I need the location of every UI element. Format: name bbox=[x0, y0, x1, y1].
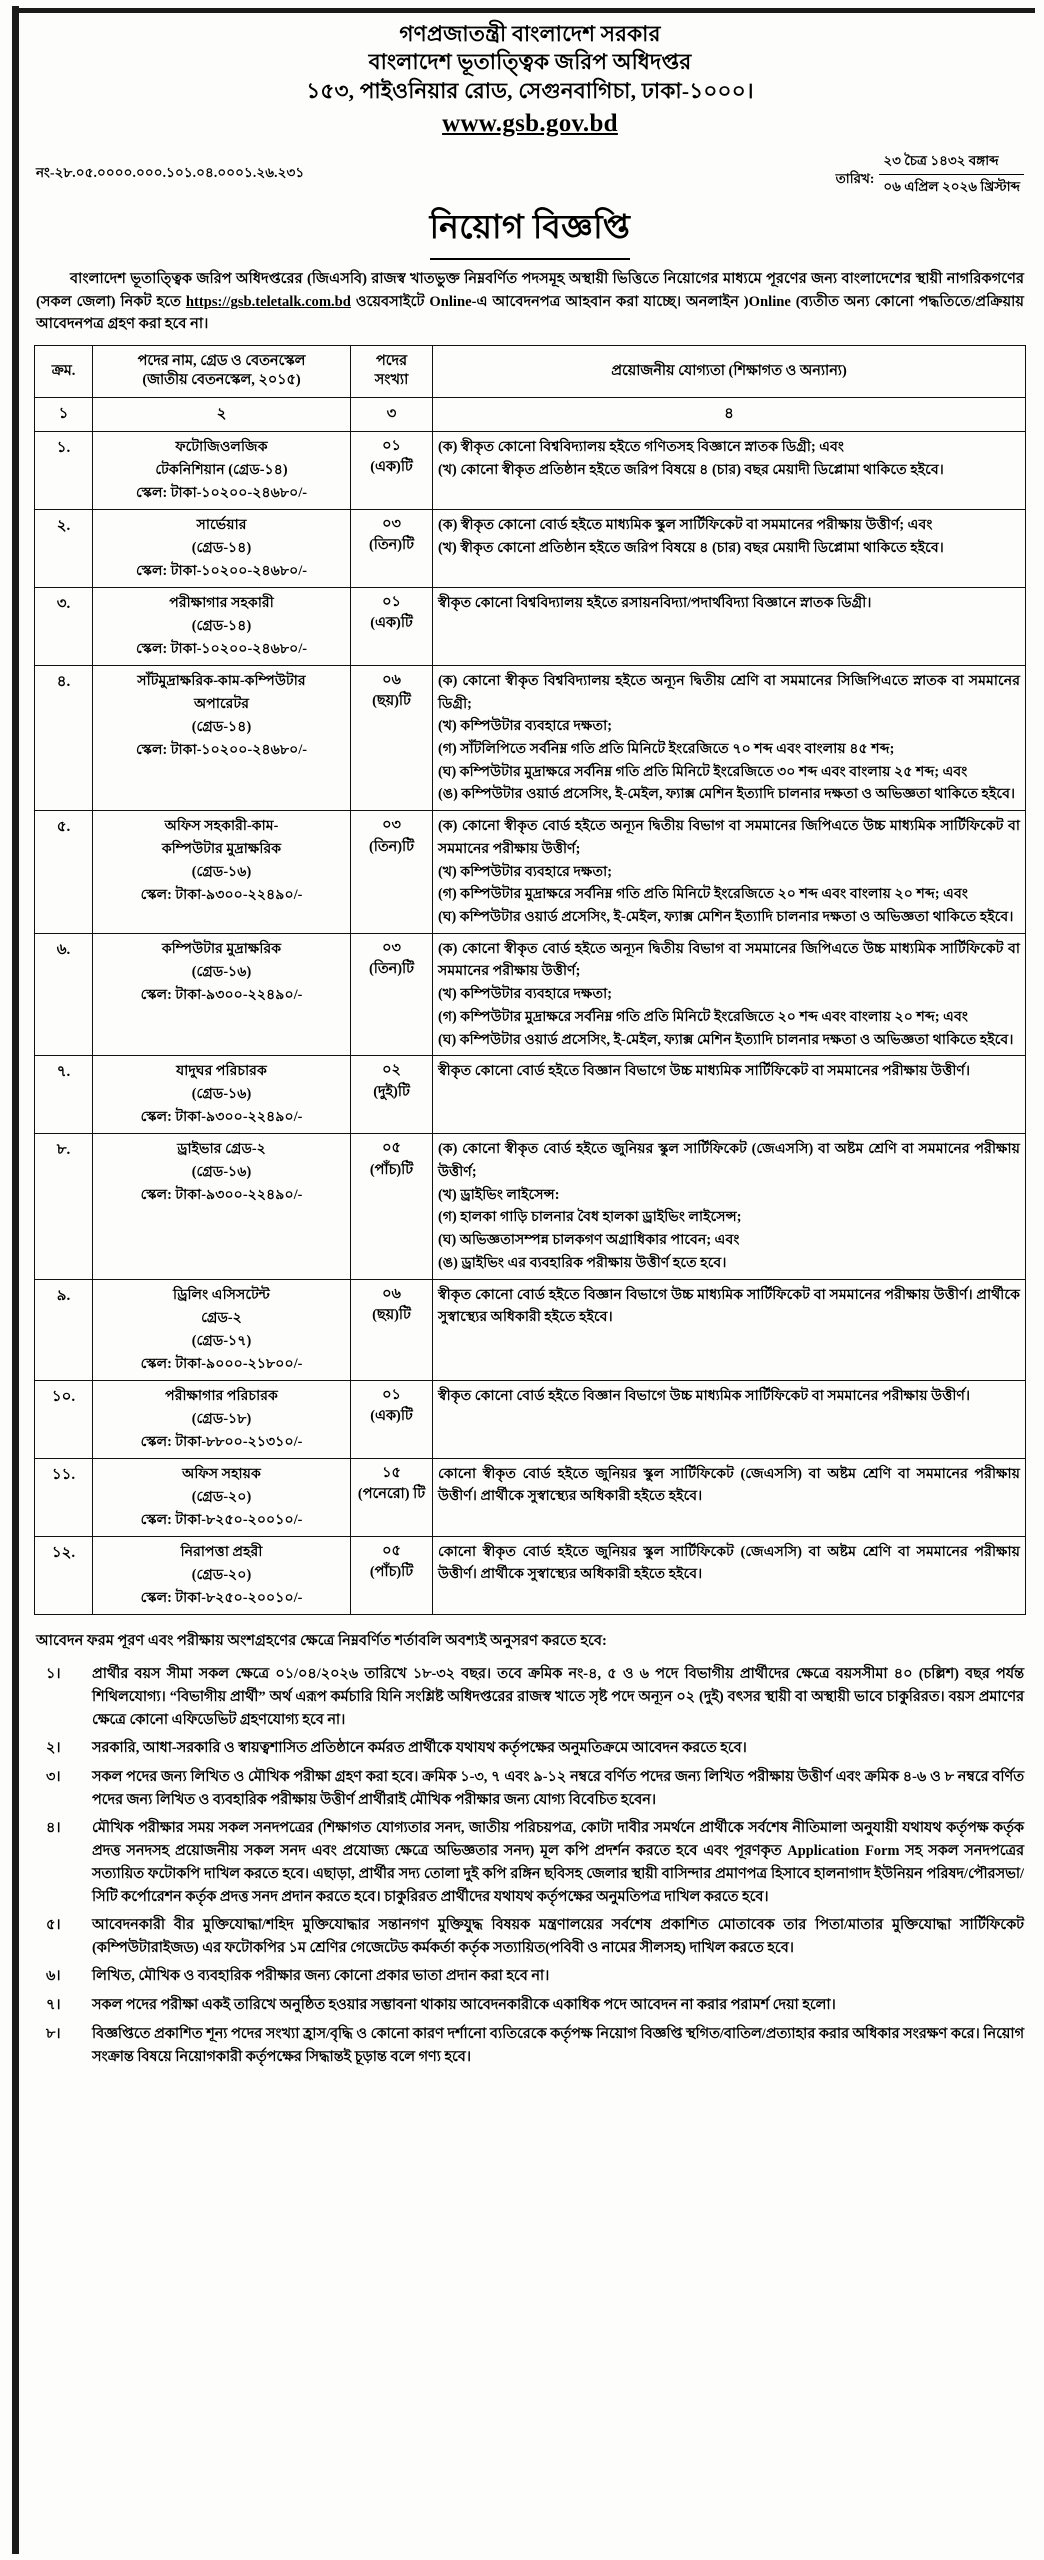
document-content bbox=[34, 6, 1026, 2069]
website-link[interactable]: www.gsb.gov.bd bbox=[442, 110, 618, 138]
cell-vacancy-count bbox=[351, 431, 433, 509]
post-line: সাঁটমুদ্রাক্ষরিক-কাম-কম্পিউটার bbox=[137, 672, 306, 689]
cell-serial: ৯. bbox=[35, 1279, 93, 1380]
cell-qualification bbox=[433, 1279, 1026, 1380]
post-line: পরীক্ষাগার পরিচারক bbox=[165, 1387, 278, 1404]
col-number-1: ১ bbox=[35, 397, 93, 431]
cell-vacancy-count bbox=[351, 933, 433, 1056]
condition-number: ৪। bbox=[46, 1819, 61, 1836]
online-word-2: Online bbox=[748, 293, 791, 310]
cell-vacancy-count bbox=[351, 665, 433, 810]
condition-item bbox=[36, 2023, 1024, 2069]
cell-qualification bbox=[433, 431, 1026, 509]
condition-text: বিজ্ঞপ্তিতে প্রকাশিত শূন্য পদের সংখ্যা হ্রাস/বৃদ্ধি ও কোনো কারণ দর্শানো ব্যতিরেকে কর্তৃপক্ষ নিয়োগ বিজ্ঞপ্তি স্থগিত/বাতিল/প্রত্যাহার করার অধিকার সংরক্ষণ করে। নিয়োগ সংক্রান্ত বিষয়ে নিয়োগকারী কর্তৃপক্ষের সিদ্ধান্তই চূড়ান্ত বলে গণ্য হবে। bbox=[92, 2026, 1024, 2066]
page-title-text: নিয়োগ বিজ্ঞপ্তি bbox=[430, 201, 631, 260]
cell-serial: ৮. bbox=[35, 1134, 93, 1279]
post-line: স্কেল: টাকা-১০২০০-২৪৬৮০/- bbox=[135, 741, 307, 758]
qualification-item: (ঘ) কম্পিউটার ওয়ার্ড প্রসেসিং, ই-মেইল, ফ্যাক্স মেশিন ইত্যাদি চালনার দক্ষতা ও অভিজ্ঞতা থাকিতে হইবে। bbox=[438, 909, 1014, 926]
table-row bbox=[35, 1134, 1026, 1279]
cell-qualification bbox=[433, 509, 1026, 587]
cell-vacancy-count bbox=[351, 1134, 433, 1279]
condition-text: সকল পদের জন্য লিখিত ও মৌখিক পরীক্ষা গ্রহণ করা হবে। ক্রমিক ১-৩, ৭ এবং ৯-১২ নম্বরে বর্ণিত পদের জন্য লিখিত পরীক্ষায় উত্তীর্ণ এবং ক্রমিক ৪-৬ ও ৮ নম্বরে বর্ণিত পদের জন্য লিখিত ও ব্যবহারিক পরীক্ষায় উত্তীর্ণ প্রার্থীরাই মৌখিক পরীক্ষার জন্য যোগ্য বিবেচিত হবেন। bbox=[92, 1768, 1024, 1808]
post-line: (গ্রেড-১৮) bbox=[191, 1410, 252, 1427]
intro-text-part1: বাংলাদেশ ভূতাত্ত্বিক জরিপ অধিদপ্তরের (জিএসবি) রাজস্ব খাতভুক্ত নিম্নবর্ণিত পদসমূহ অস্থায়ী ভিত্তিতে নিয়োগের মাধ্যমে পূরণের জন্য বাংলাদেশের স্থায়ী নাগরিকগণের (সকল জেলা) নিকট হতে bbox=[36, 271, 1024, 310]
col-header-post bbox=[93, 345, 351, 397]
post-line: (গ্রেড-২০) bbox=[191, 1566, 252, 1583]
col-header-serial: ক্রম. bbox=[35, 345, 93, 397]
table-row bbox=[35, 1056, 1026, 1134]
date-label: তারিখ: bbox=[835, 171, 875, 187]
condition-text: মৌখিক পরীক্ষার সময় সকল সনদপত্রের (শিক্ষাগত যোগ্যতার সনদ, জাতীয় পরিচয়পত্র, কোটা দাবীর সমর্থনে প্রার্থীকে সর্বশেষ নীতিমালা অনুযায়ী যথাযথ কর্তৃপক্ষ কর্তৃক প্রদত্ত সনদসহ প্রয়োজনীয় সকল সনদ এবং প্রযোজ্য ক্ষেত্রে অভিজ্ঞতার সনদ) মূল কপি প্রদর্শন করতে হবে এবং পূরণকৃত Application Form সহ সকল সনদপত্রের সত্যায়িত ফটোকপি দাখিল করতে হবে। এছাড়া, প্রার্থীর সদ্য তোলা দুই কপি রঙ্গিন ছবিসহ জেলার স্থায়ী বাসিন্দার প্রমাণপত্র হিসাবে হালনাগাদ ইউনিয়ন পরিষদ/পৌরসভা/সিটি কর্পোরেশন কর্তৃক প্রদত্ত সনদ প্রদান করতে হবে। চাকুরিরত প্রার্থীদের যথাযথ কর্তৃপক্ষের অনুমতিপত্র দাখিল করতে হবে। bbox=[92, 1819, 1024, 1905]
government-name: গণপ্রজাতন্ত্রী বাংলাদেশ সরকার bbox=[399, 22, 661, 46]
condition-number: ৬। bbox=[46, 1968, 61, 1985]
qualification-item: (ক) কোনো স্বীকৃত বিশ্ববিদ্যালয় হইতে অন্যূন দ্বিতীয় শ্রেণি বা সমমানের সিজিপিএতে স্নাতক বা সমমানের ডিগ্রী; bbox=[438, 672, 1020, 712]
date-values bbox=[879, 150, 1024, 199]
date-bangla: ২৩ চৈত্র ১৪৩২ বঙ্গাব্দ bbox=[879, 150, 1024, 175]
table-header-row bbox=[35, 345, 1026, 397]
condition-text: প্রার্থীর বয়স সীমা সকল ক্ষেত্রে ০১/০৪/২০২৬ তারিখে ১৮-৩২ বছর। তবে ক্রমিক নং-৪, ৫ ও ৬ পদে বিভাগীয় প্রার্থীদের ক্ষেত্রে বয়সসীমা ৪০ (চল্লিশ) বছর পর্যন্ত শিথিলযোগ্য। “বিভাগীয় প্রার্থী” অর্থ এরূপ কর্মচারি যিনি সংশ্লিষ্ট অধিদপ্তরের রাজস্ব খাতে সৃষ্ট পদে অন্যূন ০২ (দুই) বৎসর স্থায়ী বা অস্থায়ী ভাবে চাকুরিরত। বয়স প্রমাণের ক্ষেত্রে কোনো এফিডেভিট গ্রহণযোগ্য হবে না। bbox=[92, 1665, 1024, 1728]
condition-text: আবেদনকারী বীর মুক্তিযোদ্ধা/শহিদ মুক্তিযোদ্ধার সন্তানগণ মুক্তিযুদ্ধ বিষয়ক মন্ত্রণালয়ের সর্বশেষ প্রকাশিত মোতাবেক তার পিতা/মাতার মুক্তিযোদ্ধা সার্টিফিকেট (কম্পিউটারাইজড) এর ফটোকপির ১ম শ্রেণির গেজেটেড কর্মকর্তা কর্তৃক সত্যায়িত(পবিবী ও নামের সীলসহ) দাখিল করতে হবে। bbox=[92, 1916, 1024, 1956]
cell-serial: ৬. bbox=[35, 933, 93, 1056]
vacancy-count-word: (দুই)টি bbox=[373, 1083, 410, 1100]
post-line: ফটোজিওলজিক bbox=[175, 438, 268, 455]
cell-vacancy-count bbox=[351, 1279, 433, 1380]
qualification-item: (ক) কোনো স্বীকৃত বোর্ড হইতে জুনিয়র স্কুল সার্টিফিকেট (জেএসসি) বা অষ্টম শ্রেণি বা সমমানের পরীক্ষায় উত্তীর্ণ; bbox=[438, 1141, 1020, 1181]
cell-post-name bbox=[93, 1380, 351, 1458]
qualification-item: (ঙ) ড্রাইভিং এর ব্যবহারিক পরীক্ষায় উত্তীর্ণ হতে হবে। bbox=[438, 1254, 727, 1271]
cell-qualification bbox=[433, 1056, 1026, 1134]
vacancy-count-number: ০১ bbox=[382, 593, 401, 610]
qualification-item: (খ) স্বীকৃত কোনো প্রতিষ্ঠান হইতে জরিপ বিষয়ে ৪ (চার) বছর মেয়াদী ডিপ্লোমা থাকিতে হইবে। bbox=[438, 539, 944, 556]
date-english: ০৬ এপ্রিল ২০২৬ খ্রিস্টাব্দ bbox=[883, 179, 1020, 195]
vacancy-count-word: (পনেরো) টি bbox=[357, 1486, 426, 1503]
vacancy-count-number: ০৬ bbox=[382, 671, 401, 688]
post-line: (গ্রেড-২০) bbox=[191, 1488, 252, 1505]
condition-item bbox=[36, 1663, 1024, 1732]
post-line: স্কেল: টাকা-১০২০০-২৪৬৮০/- bbox=[135, 484, 307, 501]
page-title bbox=[34, 201, 1026, 260]
vacancy-count-word: (এক)টি bbox=[370, 459, 413, 476]
cell-qualification bbox=[433, 1458, 1026, 1536]
col-number-3: ৩ bbox=[351, 397, 433, 431]
table-column-number-row bbox=[35, 397, 1026, 431]
qualification-item: কোনো স্বীকৃত বোর্ড হইতে জুনিয়র স্কুল সার্টিফিকেট (জেএসসি) বা অষ্টম শ্রেণি বা সমমানের পরীক্ষায় উত্তীর্ণ। প্রার্থীকে সুস্বাস্থ্যের অধিকারী হইতে হইবে। bbox=[438, 1465, 1020, 1505]
intro-text-part3: -এ আবেদনপত্র আহবান করা যাচ্ছে। অনলাইন ) bbox=[471, 293, 749, 310]
qualification-item: (ঘ) অভিজ্ঞতাসম্পন্ন চালকগণ অগ্রাধিকার পাবেন; এবং bbox=[438, 1232, 740, 1249]
post-line: স্কেল: টাকা-৮৮০০-২১৩১০/- bbox=[140, 1433, 303, 1450]
col-number-4: ৪ bbox=[433, 397, 1026, 431]
qualification-item: স্বীকৃত কোনো বোর্ড হইতে বিজ্ঞান বিভাগে উচ্চ মাধ্যমিক সার্টিফিকেট বা সমমানের পরীক্ষায় উত্তীর্ণ। প্রার্থীকে সুস্বাস্থ্যের অধিকারী হইতে হইবে। bbox=[438, 1286, 1020, 1326]
table-row bbox=[35, 933, 1026, 1056]
condition-item bbox=[36, 1914, 1024, 1960]
post-line: (গ্রেড-১৪) bbox=[191, 617, 252, 634]
qualification-item: স্বীকৃত কোনো বোর্ড হইতে বিজ্ঞান বিভাগে উচ্চ মাধ্যমিক সার্টিফিকেট বা সমমানের পরীক্ষায় উত্তীর্ণ। bbox=[438, 1387, 971, 1404]
condition-number: ৭। bbox=[46, 1997, 61, 2014]
post-line: অফিস সহকারী-কাম- bbox=[164, 818, 279, 835]
condition-number: ৩। bbox=[46, 1768, 61, 1785]
cell-vacancy-count bbox=[351, 811, 433, 934]
qualification-item: (গ) কম্পিউটার মুদ্রাক্ষরে সর্বনিম্ন গতি প্রতি মিনিটে ইংরেজিতে ২০ শব্দ এবং বাংলায় ২০ শব্দ; এবং bbox=[438, 886, 968, 903]
vacancy-count-number: ০১ bbox=[382, 437, 401, 454]
post-line: স্কেল: টাকা-৮২৫০-২০০১০/- bbox=[140, 1589, 303, 1606]
vacancy-count-number: ০২ bbox=[382, 1062, 401, 1079]
qualification-item: (গ) সাঁটলিপিতে সর্বনিম্ন গতি প্রতি মিনিটে ইংরেজিতে ৭০ শব্দ এবং বাংলায় ৪৫ শব্দ; bbox=[438, 740, 895, 757]
qualification-item: স্বীকৃত কোনো বিশ্ববিদ্যালয় হইতে রসায়নবিদ্যা/পদার্থবিদ্যা বিজ্ঞানে স্নাতক ডিগ্রী। bbox=[438, 594, 872, 611]
application-url-link[interactable]: https://gsb.teletalk.com.bd bbox=[185, 293, 351, 310]
cell-qualification bbox=[433, 1380, 1026, 1458]
cell-qualification bbox=[433, 587, 1026, 665]
qualification-item: (ক) কোনো স্বীকৃত বোর্ড হইতে অন্যূন দ্বিতীয় বিভাগ বা সমমানের জিপিএতে উচ্চ মাধ্যমিক সার্টিফিকেট বা সমমানের পরীক্ষায় উত্তীর্ণ; bbox=[438, 940, 1020, 980]
condition-number: ৫। bbox=[46, 1916, 61, 1933]
post-line: অপারেটর bbox=[193, 695, 250, 712]
post-line: (গ্রেড-১৬) bbox=[191, 1164, 252, 1181]
post-line: স্কেল: টাকা-৯৩০০-২২৪৯০/- bbox=[140, 1109, 303, 1126]
cell-serial: ১১. bbox=[35, 1458, 93, 1536]
condition-text: সকল পদের পরীক্ষা একই তারিখে অনুষ্ঠিত হওয়ার সম্ভাবনা থাকায় আবেদনকারীকে একাধিক পদে আবেদন না করার পরামর্শ দেয়া হলো। bbox=[92, 1997, 836, 2014]
table-row bbox=[35, 665, 1026, 810]
conditions-list bbox=[34, 1663, 1026, 2070]
memo-and-date-row bbox=[34, 150, 1026, 199]
post-line: (গ্রেড-১৬) bbox=[191, 963, 252, 980]
post-line: (গ্রেড-১৭) bbox=[191, 1332, 252, 1349]
vacancy-count-number: ১৫ bbox=[382, 1464, 401, 1481]
office-address: ১৫৩, পাইওনিয়ার রোড, সেগুনবাগিচা, ঢাকা-১০০০। bbox=[306, 78, 754, 103]
post-line: স্কেল: টাকা-৯৩০০-২২৪৯০/- bbox=[140, 986, 303, 1003]
post-line: (গ্রেড-১৪) bbox=[191, 539, 252, 556]
cell-post-name bbox=[93, 933, 351, 1056]
cell-serial: ৪. bbox=[35, 665, 93, 810]
post-line: গ্রেড-২ bbox=[201, 1309, 242, 1326]
qualification-item: কোনো স্বীকৃত বোর্ড হইতে জুনিয়র স্কুল সার্টিফিকেট (জেএসসি) বা অষ্টম শ্রেণি বা সমমানের পরীক্ষায় উত্তীর্ণ। প্রার্থীকে সুস্বাস্থ্যের অধিকারী হইতে হইবে। bbox=[438, 1543, 1020, 1583]
cell-post-name bbox=[93, 1279, 351, 1380]
cell-post-name bbox=[93, 665, 351, 810]
condition-item bbox=[36, 1994, 1024, 2018]
cell-post-name bbox=[93, 587, 351, 665]
post-line: (গ্রেড-১৬) bbox=[191, 1086, 252, 1103]
cell-serial: ৩. bbox=[35, 587, 93, 665]
cell-vacancy-count bbox=[351, 1380, 433, 1458]
cell-post-name bbox=[93, 1134, 351, 1279]
vacancy-count-word: (পাঁচ)টি bbox=[369, 1564, 414, 1581]
post-line: সার্ভেয়ার bbox=[196, 516, 247, 533]
vacancy-count-number: ০৩ bbox=[382, 939, 401, 956]
conditions-heading: আবেদন ফরম পূরণ এবং পরীক্ষায় অংশগ্রহণের ক্ষেত্রে নিম্নবর্ণিত শর্তাবলি অবশ্যই অনুসরণ করতে হবে: bbox=[36, 1632, 607, 1649]
cell-serial: ৭. bbox=[35, 1056, 93, 1134]
cell-qualification bbox=[433, 665, 1026, 810]
cell-post-name bbox=[93, 1056, 351, 1134]
table-row bbox=[35, 1279, 1026, 1380]
vacancy-count-word: (ছয়)টি bbox=[372, 693, 411, 710]
online-word-1: Online bbox=[429, 293, 472, 310]
table-row bbox=[35, 1536, 1026, 1614]
qualification-item: (খ) কম্পিউটার ব্যবহারে দক্ষতা; bbox=[438, 986, 612, 1003]
vacancy-count-word: (এক)টি bbox=[370, 615, 413, 632]
condition-number: ২। bbox=[46, 1739, 61, 1756]
col-header-count-line2: সংখ্যা bbox=[374, 372, 409, 389]
qualification-item: (খ) কম্পিউটার ব্যবহারে দক্ষতা; bbox=[438, 863, 612, 880]
vacancy-count-number: ০৩ bbox=[382, 515, 401, 532]
letterhead bbox=[34, 6, 1026, 140]
vacancy-count-word: (তিন)টি bbox=[368, 838, 415, 855]
vacancy-count-word: (পাঁচ)টি bbox=[369, 1161, 414, 1178]
vacancy-count-number: ০১ bbox=[382, 1386, 401, 1403]
condition-item bbox=[36, 1965, 1024, 1989]
qualification-item: স্বীকৃত কোনো বোর্ড হইতে বিজ্ঞান বিভাগে উচ্চ মাধ্যমিক সার্টিফিকেট বা সমমানের পরীক্ষায় উত্তীর্ণ। bbox=[438, 1063, 971, 1080]
qualification-item: (ক) স্বীকৃত কোনো বিশ্ববিদ্যালয় হইতে গণিতসহ বিজ্ঞানে স্নাতক ডিগ্রী; এবং bbox=[438, 438, 845, 455]
condition-item bbox=[36, 1817, 1024, 1909]
cell-qualification bbox=[433, 811, 1026, 934]
qualification-item: (খ) ড্রাইভিং লাইসেন্স: bbox=[438, 1186, 560, 1203]
vacancy-count-word: (তিন)টি bbox=[368, 537, 415, 554]
table-row bbox=[35, 811, 1026, 934]
condition-text: লিখিত, মৌখিক ও ব্যবহারিক পরীক্ষার জন্য কোনো প্রকার ভাতা প্রদান করা হবে না। bbox=[92, 1968, 550, 1985]
post-line: টেকনিশিয়ান (গ্রেড-১৪) bbox=[155, 461, 288, 478]
table-row bbox=[35, 1458, 1026, 1536]
condition-number: ১। bbox=[46, 1665, 61, 1682]
cell-qualification bbox=[433, 1134, 1026, 1279]
intro-text-part2: ওয়েবসাইটে bbox=[350, 293, 430, 310]
cell-vacancy-count bbox=[351, 1056, 433, 1134]
post-line: স্কেল: টাকা-৯৩০০-২২৪৯০/- bbox=[140, 887, 303, 904]
post-line: (গ্রেড-১৪) bbox=[191, 718, 252, 735]
condition-item bbox=[36, 1766, 1024, 1812]
cell-serial: ২. bbox=[35, 509, 93, 587]
table-row bbox=[35, 587, 1026, 665]
vacancy-count-word: (এক)টি bbox=[370, 1408, 413, 1425]
qualification-item: (খ) কম্পিউটার ব্যবহারে দক্ষতা; bbox=[438, 718, 612, 735]
post-line: স্কেল: টাকা-১০২০০-২৪৬৮০/- bbox=[135, 562, 307, 579]
vacancy-table-body bbox=[35, 431, 1026, 1614]
qualification-item: (ক) স্বীকৃত কোনো বোর্ড হইতে মাধ্যমিক স্কুল সার্টিফিকেট বা সমমানের পরীক্ষায় উত্তীর্ণ; এবং bbox=[438, 516, 933, 533]
cell-serial: ১. bbox=[35, 431, 93, 509]
cell-serial: ১২. bbox=[35, 1536, 93, 1614]
col-header-post-line1: পদের নাম, গ্রেড ও বেতনস্কেল bbox=[137, 352, 306, 369]
department-name: বাংলাদেশ ভূতাত্ত্বিক জরিপ অধিদপ্তর bbox=[368, 50, 692, 75]
cell-post-name bbox=[93, 811, 351, 934]
cell-serial: ১০. bbox=[35, 1380, 93, 1458]
cell-qualification bbox=[433, 1536, 1026, 1614]
vacancy-count-word: (তিন)টি bbox=[368, 961, 415, 978]
date-block bbox=[836, 150, 1024, 199]
condition-text: সরকারি, আধা-সরকারি ও স্বায়ত্বশাসিত প্রতিষ্ঠানে কর্মরত প্রার্থীকে যথাযথ কর্তৃপক্ষের অনুমতিক্রমে আবেদন করতে হবে। bbox=[92, 1739, 747, 1756]
post-line: যাদুঘর পরিচারক bbox=[176, 1063, 267, 1080]
vacancy-count-number: ০৬ bbox=[382, 1285, 401, 1302]
condition-number: ৮। bbox=[46, 2026, 61, 2043]
cell-vacancy-count bbox=[351, 1536, 433, 1614]
vacancy-count-number: ০৫ bbox=[382, 1542, 401, 1559]
cell-post-name bbox=[93, 431, 351, 509]
col-header-count-line1: পদের bbox=[375, 352, 408, 369]
qualification-item: (ক) কোনো স্বীকৃত বোর্ড হইতে অন্যূন দ্বিতীয় বিভাগ বা সমমানের জিপিএতে উচ্চ মাধ্যমিক সার্টিফিকেট বা সমমানের পরীক্ষায় উত্তীর্ণ; bbox=[438, 818, 1020, 857]
post-line: স্কেল: টাকা-৯০০০-২১৮০০/- bbox=[140, 1355, 303, 1372]
cell-post-name bbox=[93, 509, 351, 587]
cell-post-name bbox=[93, 1458, 351, 1536]
qualification-item: (ঙ) কম্পিউটার ওয়ার্ড প্রসেসিং, ই-মেইল, ফ্যাক্স মেশিন ইত্যাদি চালনার দক্ষতা ও অভিজ্ঞতা থাকিতে হইবে। bbox=[438, 786, 1016, 803]
qualification-item: (খ) কোনো স্বীকৃত প্রতিষ্ঠান হইতে জরিপ বিষয়ে ৪ (চার) বছর মেয়াদী ডিপ্লোমা থাকিতে হইবে। bbox=[438, 461, 944, 478]
post-line: (গ্রেড-১৬) bbox=[191, 864, 252, 881]
col-number-2: ২ bbox=[93, 397, 351, 431]
post-line: অফিস সহায়ক bbox=[182, 1465, 261, 1482]
scan-binding-edge bbox=[12, 6, 19, 2554]
memo-number: নং-২৮.০৫.০০০০.০০০.১০১.০৪.০০০১.২৬.২৩১ bbox=[36, 165, 305, 181]
post-line: কম্পিউটার মুদ্রাক্ষরিক bbox=[161, 940, 282, 957]
vacancy-table bbox=[34, 345, 1026, 1615]
post-line: ড্রিলিং এসিসটেন্ট bbox=[173, 1286, 270, 1303]
cell-vacancy-count bbox=[351, 587, 433, 665]
qualification-item: (গ) কম্পিউটার মুদ্রাক্ষরে সর্বনিম্ন গতি প্রতি মিনিটে ইংরেজিতে ২০ শব্দ এবং বাংলায় ২০ শব্দ; এবং bbox=[438, 1008, 968, 1025]
post-line: কম্পিউটার মুদ্রাক্ষরিক bbox=[161, 841, 282, 858]
cell-serial: ৫. bbox=[35, 811, 93, 934]
cell-vacancy-count bbox=[351, 509, 433, 587]
cell-vacancy-count bbox=[351, 1458, 433, 1536]
intro-text-part4: (ব্যতীত অন্য কোনো পদ্ধতিতে/প্রক্রিয়ায় আবেদনপত্র গ্রহণ করা হবে না। bbox=[36, 293, 1025, 333]
post-line: নিরাপত্তা প্রহরী bbox=[180, 1543, 263, 1560]
table-row bbox=[35, 509, 1026, 587]
col-header-qualification: প্রয়োজনীয় যোগ্যতা (শিক্ষাগত ও অন্যান্য) bbox=[433, 345, 1026, 397]
post-line: স্কেল: টাকা-৯৩০০-২২৪৯০/- bbox=[140, 1187, 303, 1204]
condition-item bbox=[36, 1737, 1024, 1761]
table-row bbox=[35, 431, 1026, 509]
cell-qualification bbox=[433, 933, 1026, 1056]
post-line: পরীক্ষাগার সহকারী bbox=[169, 594, 274, 611]
vacancy-count-number: ০৩ bbox=[382, 817, 401, 834]
post-line: স্কেল: টাকা-৮২৫০-২০০১০/- bbox=[140, 1511, 303, 1528]
intro-paragraph bbox=[34, 268, 1026, 336]
qualification-item: (ঘ) কম্পিউটার ওয়ার্ড প্রসেসিং, ই-মেইল, ফ্যাক্স মেশিন ইত্যাদি চালনার দক্ষতা ও অভিজ্ঞতা থাকিতে হইবে। bbox=[438, 1031, 1014, 1048]
col-header-count bbox=[351, 345, 433, 397]
qualification-item: (গ) হালকা গাড়ি চালনার বৈধ হালকা ড্রাইভিং লাইসেন্স; bbox=[438, 1209, 742, 1226]
table-row bbox=[35, 1380, 1026, 1458]
col-header-post-line2: (জাতীয় বেতনস্কেল, ২০১৫) bbox=[142, 372, 301, 389]
cell-post-name bbox=[93, 1536, 351, 1614]
post-line: ড্রাইভার গ্রেড-২ bbox=[177, 1141, 266, 1158]
vacancy-count-number: ০৫ bbox=[382, 1140, 401, 1157]
vacancy-count-word: (ছয়)টি bbox=[372, 1307, 411, 1324]
post-line: স্কেল: টাকা-১০২০০-২৪৬৮০/- bbox=[135, 640, 307, 657]
qualification-item: (ঘ) কম্পিউটার মুদ্রাক্ষরে সর্বনিম্ন গতি প্রতি মিনিটে ইংরেজিতে ৩০ শব্দ এবং বাংলায় ২৫ শব্দ; এবং bbox=[438, 763, 968, 780]
